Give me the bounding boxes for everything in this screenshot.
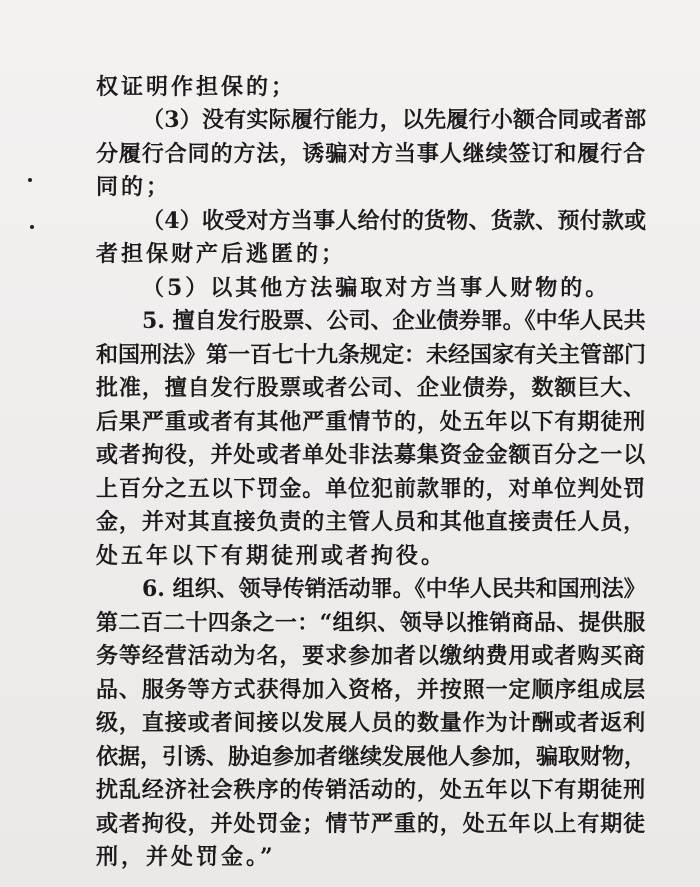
text-line-11: 后果严重或者有其他严重情节的，处五年以下有期徒刑	[96, 409, 647, 435]
text-line-17: 第二百二十四条之一：“组织、领导以推销商品、提供服	[96, 610, 646, 636]
text-line-12: 或者拘役，并处或者单处非法募集资金金额百分之一以	[96, 442, 647, 468]
text-line-19: 品、服务等方式获得加入资格，并按照一定顺序组成层	[96, 677, 647, 703]
text-line-15: 处五年以下有期徒刑或者拘役。	[96, 543, 447, 569]
text-line-22: 扰乱经济社会秩序的传销活动的，处五年以下有期徒刑	[96, 777, 647, 803]
text-line-10: 批准，擅自发行股票或者公司、企业债券，数额巨大、	[96, 375, 647, 401]
section-heading-6: 6. 组织、领导传销活动罪。《中华人民共和国刑法》	[142, 576, 646, 602]
text-line-6: 者担保财产后逃匿的；	[96, 241, 347, 267]
text-line-24: 刑，并处罚金。”	[96, 844, 276, 870]
text-line-13: 上百分之五以下罚金。单位犯前款罪的，对单位判处罚	[96, 476, 647, 502]
margin-dot-2	[30, 225, 34, 229]
text-line-23: 或者拘役，并处罚金；情节严重的，处五年以上有期徒	[96, 811, 647, 837]
text-line-3: 分履行合同的方法，诱骗对方当事人继续签订和履行合	[96, 141, 647, 167]
text-line-9: 和国刑法》第一百七十九条规定：未经国家有关主管部门	[96, 342, 647, 368]
margin-dot-1	[28, 178, 32, 182]
text-line-14: 金，并对其直接负责的主管人员和其他直接责任人员，	[96, 509, 647, 535]
text-line-1: 权证明作担保的；	[96, 74, 297, 100]
text-line-21: 依据，引诱、胁迫参加者继续发展他人参加，骗取财物，	[96, 744, 647, 770]
text-line-2: （3）没有实际履行能力，以先履行小额合同或者部	[142, 107, 647, 133]
text-line-18: 务等经营活动为名，要求参加者以缴纳费用或者购买商	[96, 643, 647, 669]
text-line-5: （4）收受对方当事人给付的货物、货款、预付款或	[142, 208, 647, 234]
text-line-20: 级，直接或者间接以发展人员的数量作为计酬或者返利	[96, 710, 647, 736]
text-line-4: 同的；	[96, 174, 172, 200]
text-line-7: （5）以其他方法骗取对方当事人财物的。	[142, 275, 611, 301]
section-heading-5: 5. 擅自发行股票、公司、企业债券罪。《中华人民共	[142, 308, 646, 334]
